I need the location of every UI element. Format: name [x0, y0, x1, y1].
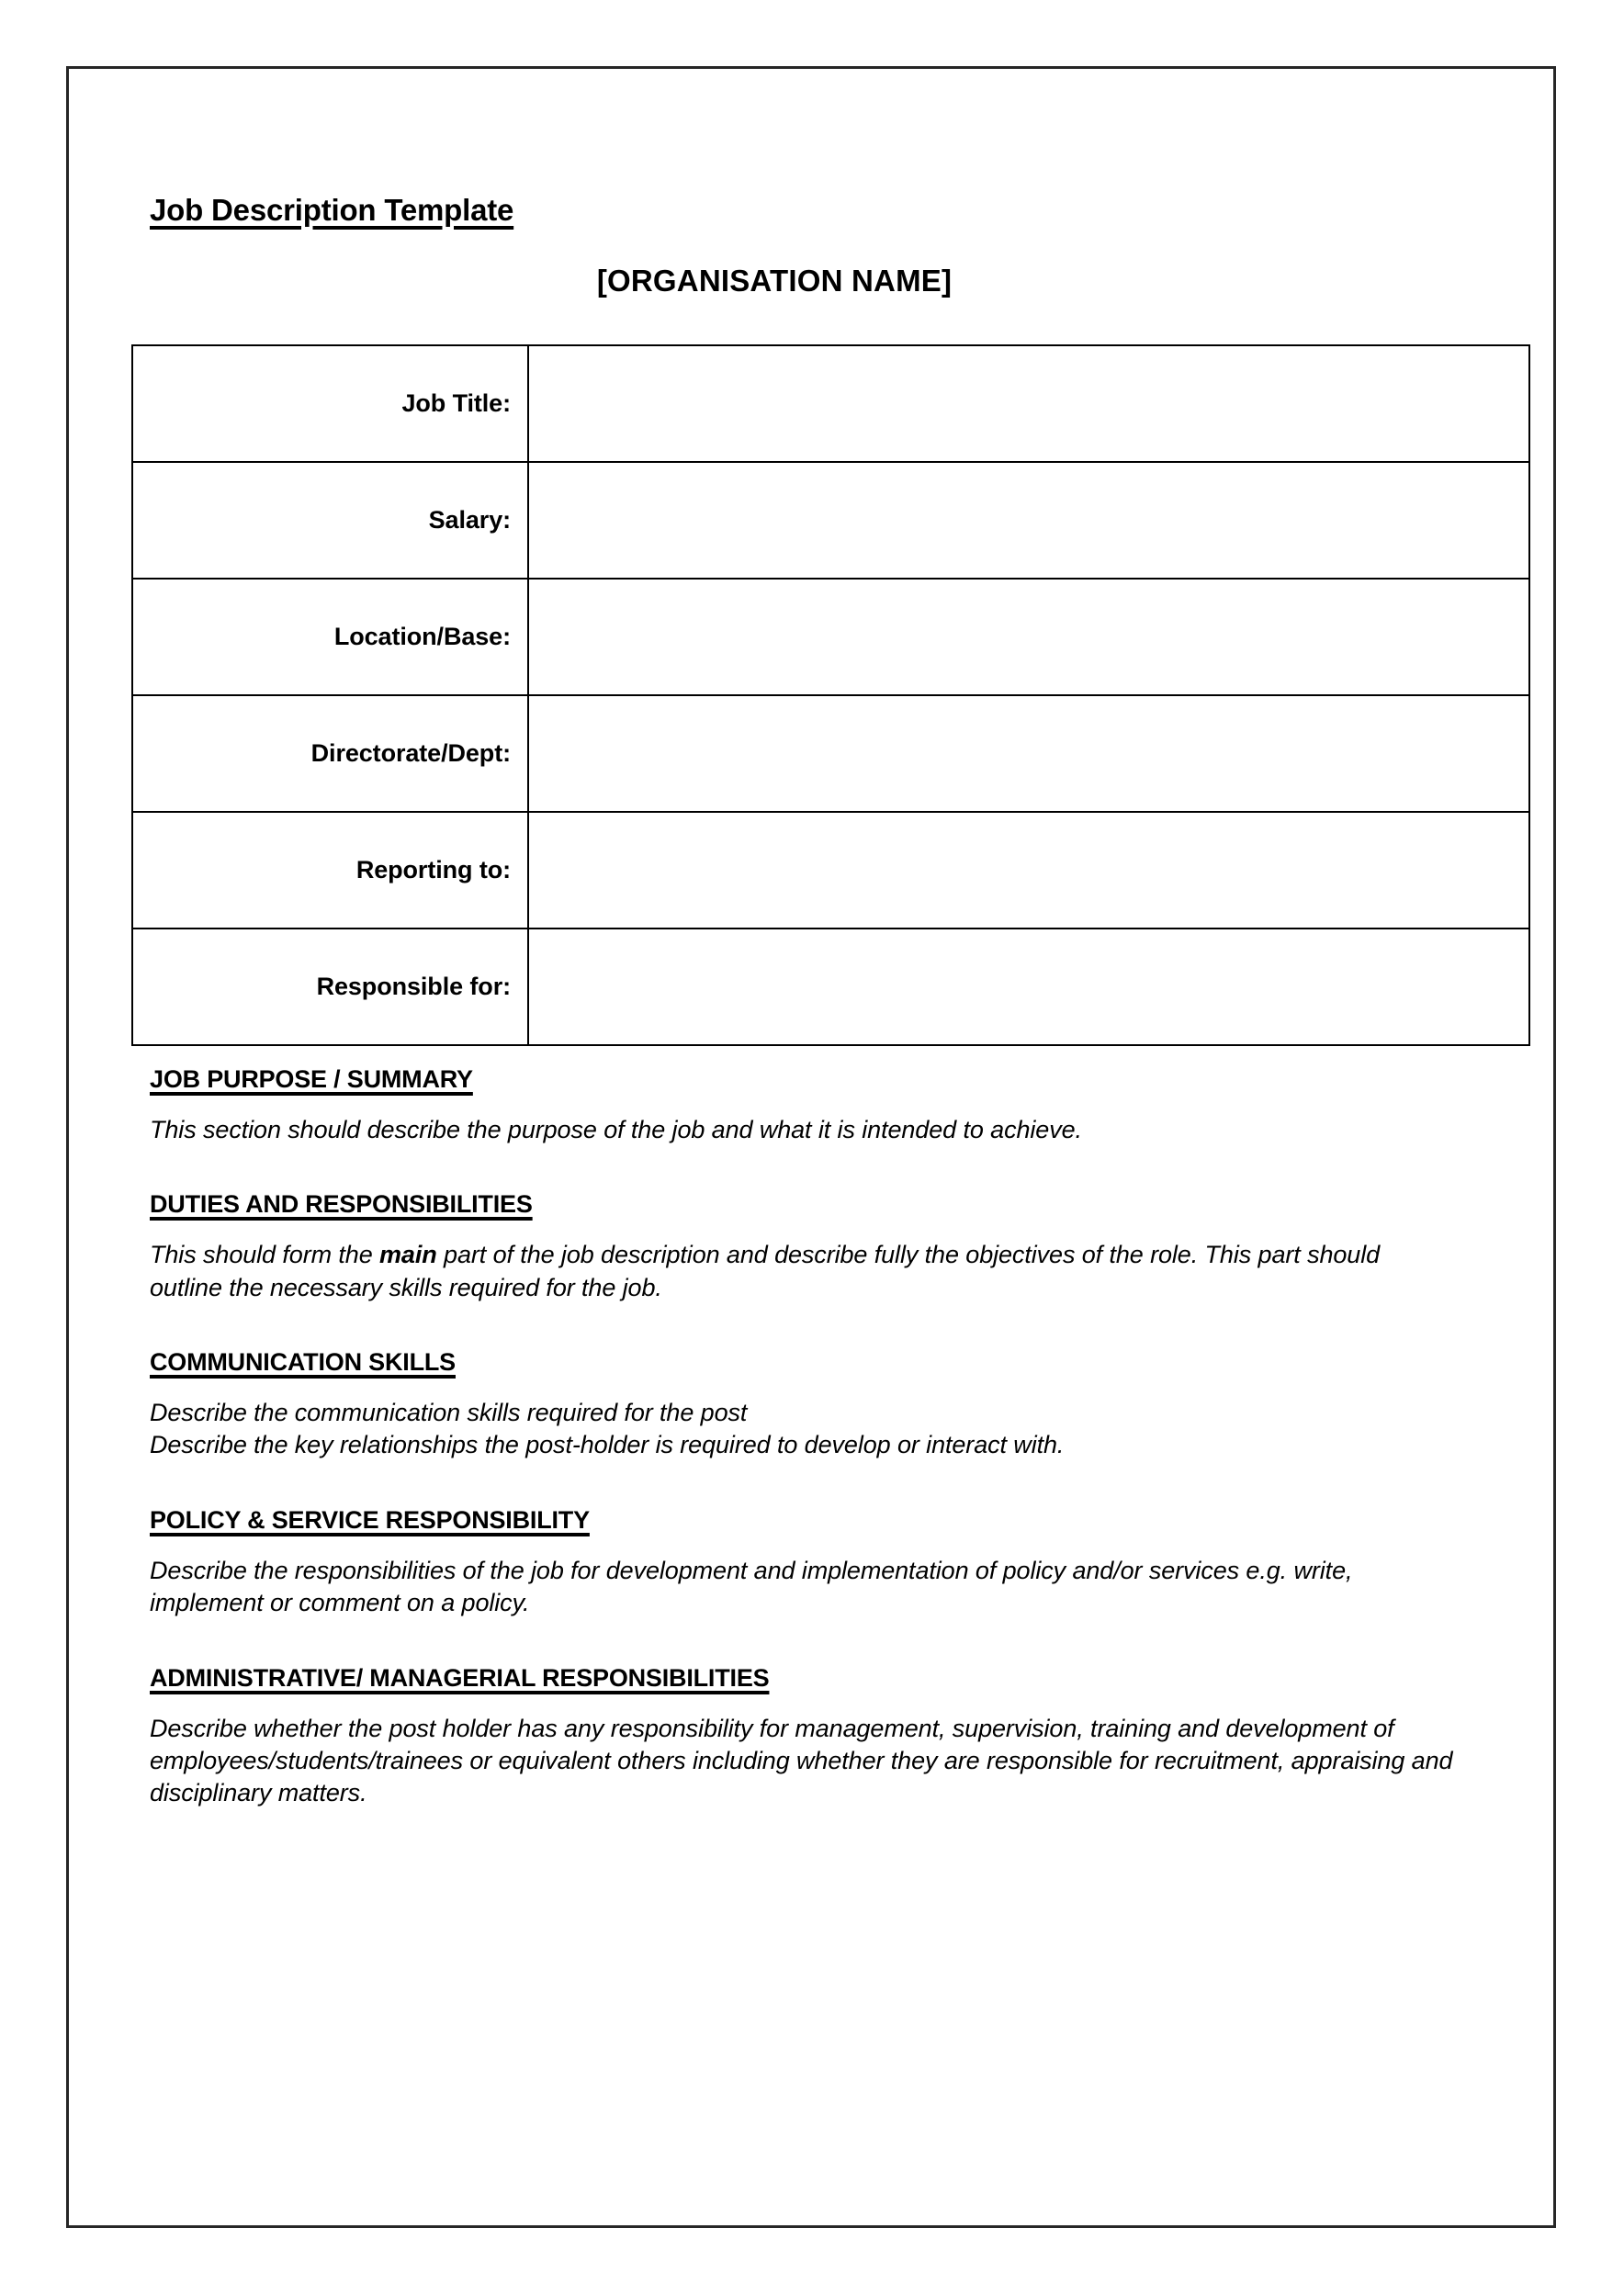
- duties-text-after: part of the job description and describe fully the objectives of the role. This part should outline the necessary skills required for the job.: [150, 1241, 1381, 1301]
- section-body-policy-service: Describe the responsibilities of the job for development and implementation of policy and/or services e.g. write, implement or comment on a policy.: [150, 1556, 1353, 1617]
- section-heading-duties: DUTIES AND RESPONSIBILITIES: [150, 1190, 533, 1219]
- section-heading-job-purpose: JOB PURPOSE / SUMMARY: [150, 1065, 473, 1093]
- duties-text-before: This should form the: [150, 1241, 380, 1269]
- table-row: [132, 929, 1529, 1045]
- section-body-job-purpose: This section should describe the purpose of the job and what it is intended to achieve.: [150, 1116, 1082, 1143]
- section-body-duties: [150, 1239, 1454, 1304]
- table-row: [132, 812, 1529, 929]
- table-row: [132, 695, 1529, 812]
- organisation-name-placeholder: [ORGANISATION NAME]: [596, 264, 953, 298]
- document-page: [66, 66, 1556, 2228]
- section-heading-communication: COMMUNICATION SKILLS: [150, 1348, 456, 1377]
- section-administrative: [150, 1664, 1454, 1810]
- section-duties: [150, 1190, 1454, 1304]
- field-label-location-base: Location/Base:: [132, 579, 528, 695]
- section-heading-policy-service: POLICY & SERVICE RESPONSIBILITY: [150, 1505, 590, 1534]
- communication-line-1: Describe the communication skills required for the post: [150, 1399, 748, 1427]
- section-policy-service: [150, 1506, 1454, 1620]
- field-value-reporting-to[interactable]: [528, 812, 1529, 929]
- field-value-location-base[interactable]: [528, 579, 1529, 695]
- field-value-salary[interactable]: [528, 462, 1529, 579]
- table-row: [132, 345, 1529, 462]
- communication-line-2: Describe the key relationships the post-holder is required to develop or interact with.: [150, 1431, 1065, 1459]
- table-row: [132, 579, 1529, 695]
- section-communication: [150, 1348, 1454, 1462]
- field-label-responsible-for: Responsible for:: [132, 929, 528, 1045]
- field-value-responsible-for[interactable]: [528, 929, 1529, 1045]
- sections-container: [150, 1033, 1454, 1810]
- heading-wrap: [150, 1190, 1454, 1219]
- field-label-job-title: Job Title:: [132, 345, 528, 462]
- document-title: Job Description Template: [150, 193, 514, 227]
- field-value-directorate-dept[interactable]: [528, 695, 1529, 812]
- heading-wrap: [150, 1506, 1454, 1535]
- heading-wrap: [150, 1065, 1454, 1094]
- heading-wrap: [150, 1664, 1454, 1693]
- job-info-table: [131, 344, 1530, 1046]
- field-value-job-title[interactable]: [528, 345, 1529, 462]
- field-label-reporting-to: Reporting to:: [132, 812, 528, 929]
- field-label-salary: Salary:: [132, 462, 528, 579]
- table-row: [132, 462, 1529, 579]
- section-body-communication: [150, 1397, 1454, 1462]
- section-body-administrative: Describe whether the post holder has any responsibility for management, supervision, training and development of employees/students/trainees or equivalent others including whether they are responsible for recruitment, appraising and disciplinary matters.: [150, 1714, 1453, 1807]
- heading-wrap: [150, 1348, 1454, 1377]
- section-heading-administrative: ADMINISTRATIVE/ MANAGERIAL RESPONSIBILITIES: [150, 1663, 770, 1692]
- field-label-directorate-dept: Directorate/Dept:: [132, 695, 528, 812]
- duties-text-emphasis: main: [379, 1241, 437, 1269]
- section-job-purpose: [150, 1065, 1454, 1146]
